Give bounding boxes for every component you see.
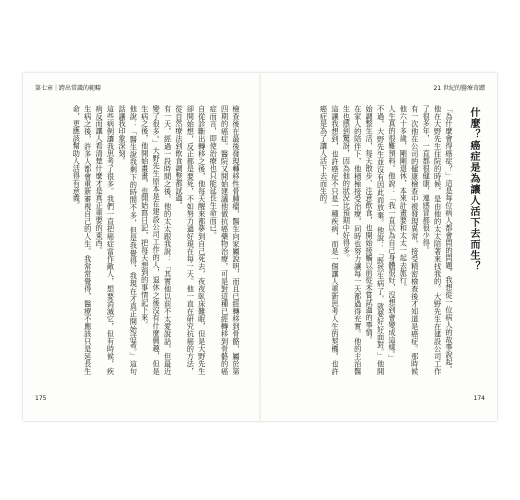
paragraph: 他在大野先生住院的時候，是由他的太太陪著來找我的。大野先生在建設公司工作了很多年，一直都很健康，連感冒都很少得。 (422, 105, 443, 375)
right-page-number: 174 (473, 395, 485, 402)
paragraph: 不過，大野先生並沒有因此而放棄。他說：「既然生病了，就要好好面對。」他開始調整生活，每天散步、注意飲食，也開始接觸以前從未嘗試過的事情。 (365, 105, 386, 375)
paragraph: 在家人的陪伴下，他積極接受治療，同時也努力讓每一天都過得充實。他的主治醫生也感到驚訝，因為他的狀況比預期中好得多。 (342, 105, 363, 375)
paragraph: 「為什麼會得癌症？」這是每位病人都會問的問題。我想從一位病人的故事說起。 (445, 105, 454, 374)
left-page-number: 175 (35, 395, 47, 402)
paragraph: 人生真的很難預料。他說：「我一直以為自己身體很好，沒想到會變成這樣。」 (387, 105, 397, 363)
paragraph: 生病之後，許多人都會重新審視自己的人生。我常常覺得，醫療不應該只是延長生命，更應該幫助人活得有意義。 (72, 105, 93, 375)
paragraph: 這讓我想到，也許癌症不只是一種疾病，而是一個讓人重新思考人生的契機。也許癌症是為了讓人活下去而生的。 (319, 105, 340, 375)
book-spread (23, 73, 497, 421)
paragraph: 這些病例讓我思考了很多。我們一直把癌症當作敵人，想要消滅它，但有時候，疾病反而讓人看清楚什麼才是真正重要的東西。 (95, 105, 116, 375)
paragraph: 他說：「醫生說我剩下的時間不多，但是我覺得，我現在才真正開始活著。」這句話讓我印象深刻。 (117, 105, 139, 375)
left-running-header: 第七章｜跨出常識的範疇 (35, 85, 102, 92)
right-running-header: 21 世紀的醫療奇蹟 (433, 85, 485, 92)
paragraph: 有一次他在公司的健康檢查中被發現異常，接受精密檢查後才知道是癌症。那時候他六十多歲，剛剛退休，本來計畫要和太太一起去旅行。 (399, 105, 420, 375)
left-page (23, 73, 260, 421)
paragraph: 自從診斷出轉移之後，他每天醒來都夢到自己死去，夜夜臥床難眠，但是大野先生卻開始想，反正都是要死，不如努力過好現在每一天。他一直在研究抗癌的方法，從自然療法到飲食調整都試過。 (174, 105, 207, 375)
paragraph: 有一天，經過一段時間之後，他的太太跟我說：「其實他以前不太愛說話，但最近變了很多。」大野先生原本是在建設公司工作的人，退休之後沒有什麼興趣，但是生病之後，他開始畫畫，也開始寫日記，把每天想到的事情記下來。 (140, 105, 173, 375)
section-title: 什麼？癌症是為讓人活下去而生？ (468, 107, 479, 272)
paragraph: 檢查後在最後發現轉移性骨腫瘤，醫生向家屬說明，而且已經轉移到骨骼，屬於第四期的癌症。醫院又開始建議他做抗癌藥物治療，可是對這種已經轉移到骨骼的癌症而言，即使治療也只能延長生命而已。 (209, 105, 241, 375)
right-page (260, 73, 497, 421)
right-body-text (295, 105, 455, 375)
left-body-text (37, 105, 242, 375)
